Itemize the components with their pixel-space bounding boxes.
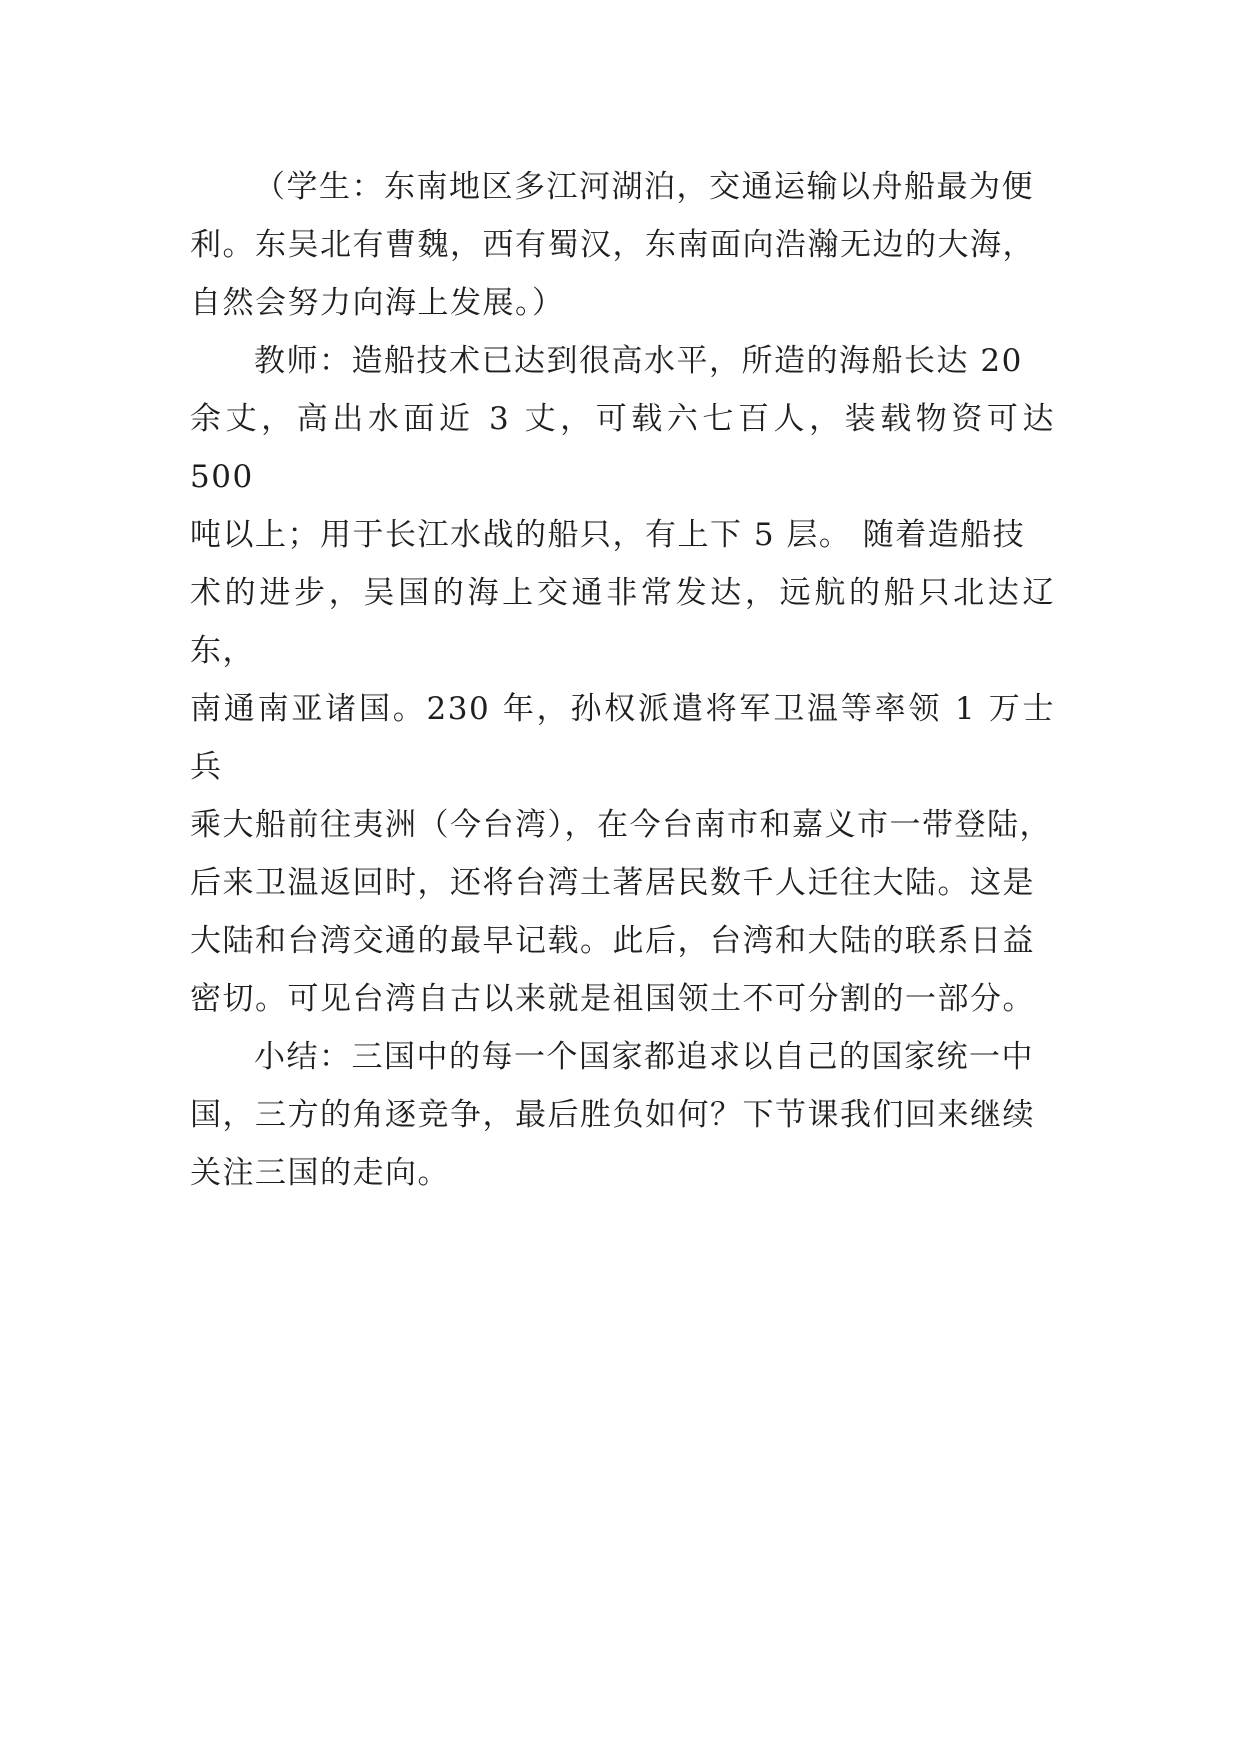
text-line: 术的进步，吴国的海上交通非常发达，远航的船只北达辽东， [190,575,1055,669]
text-line: （学生：东南地区多江河湖泊，交通运输以舟船最为便 [254,169,1034,205]
text-line: 国，三方的角逐竞争，最后胜负如何？下节课我们回来继续 [190,1097,1035,1133]
text-line: 关注三国的走向。 [190,1155,450,1191]
text-line: 乘大船前往夷洲（今台湾），在今台南市和嘉义市一带登陆， [190,807,1052,843]
document-body [190,158,1055,1202]
text-line: 利。东吴北有曹魏，西有蜀汉，东南面向浩瀚无边的大海， [190,227,1035,263]
text-line: 大陆和台湾交通的最早记载。此后，台湾和大陆的联系日益 [190,923,1035,959]
text-line: 小结：三国中的每一个国家都追求以自己的国家统一中 [254,1039,1034,1075]
paragraph-summary [190,1028,1055,1202]
text-line: 密切。可见台湾自古以来就是祖国领土不可分割的一部分。 [190,981,1035,1017]
text-line: 自然会努力向海上发展。） [190,285,565,321]
paragraph-student-answer [190,158,1055,332]
text-line: 教师：造船技术已达到很高水平，所造的海船长达 20 [254,343,1023,379]
text-line: 后来卫温返回时，还将台湾土著居民数千人迁往大陆。这是 [190,865,1035,901]
text-line: 余丈，高出水面近 3 丈，可载六七百人，装载物资可达 500 [190,401,1055,495]
paragraph-teacher [190,332,1055,1028]
text-line: 南通南亚诸国。230 年，孙权派遣将军卫温等率领 1 万士兵 [190,691,1055,785]
text-line: 吨以上；用于长江水战的船只，有上下 5 层。 随着造船技 [190,517,1026,553]
